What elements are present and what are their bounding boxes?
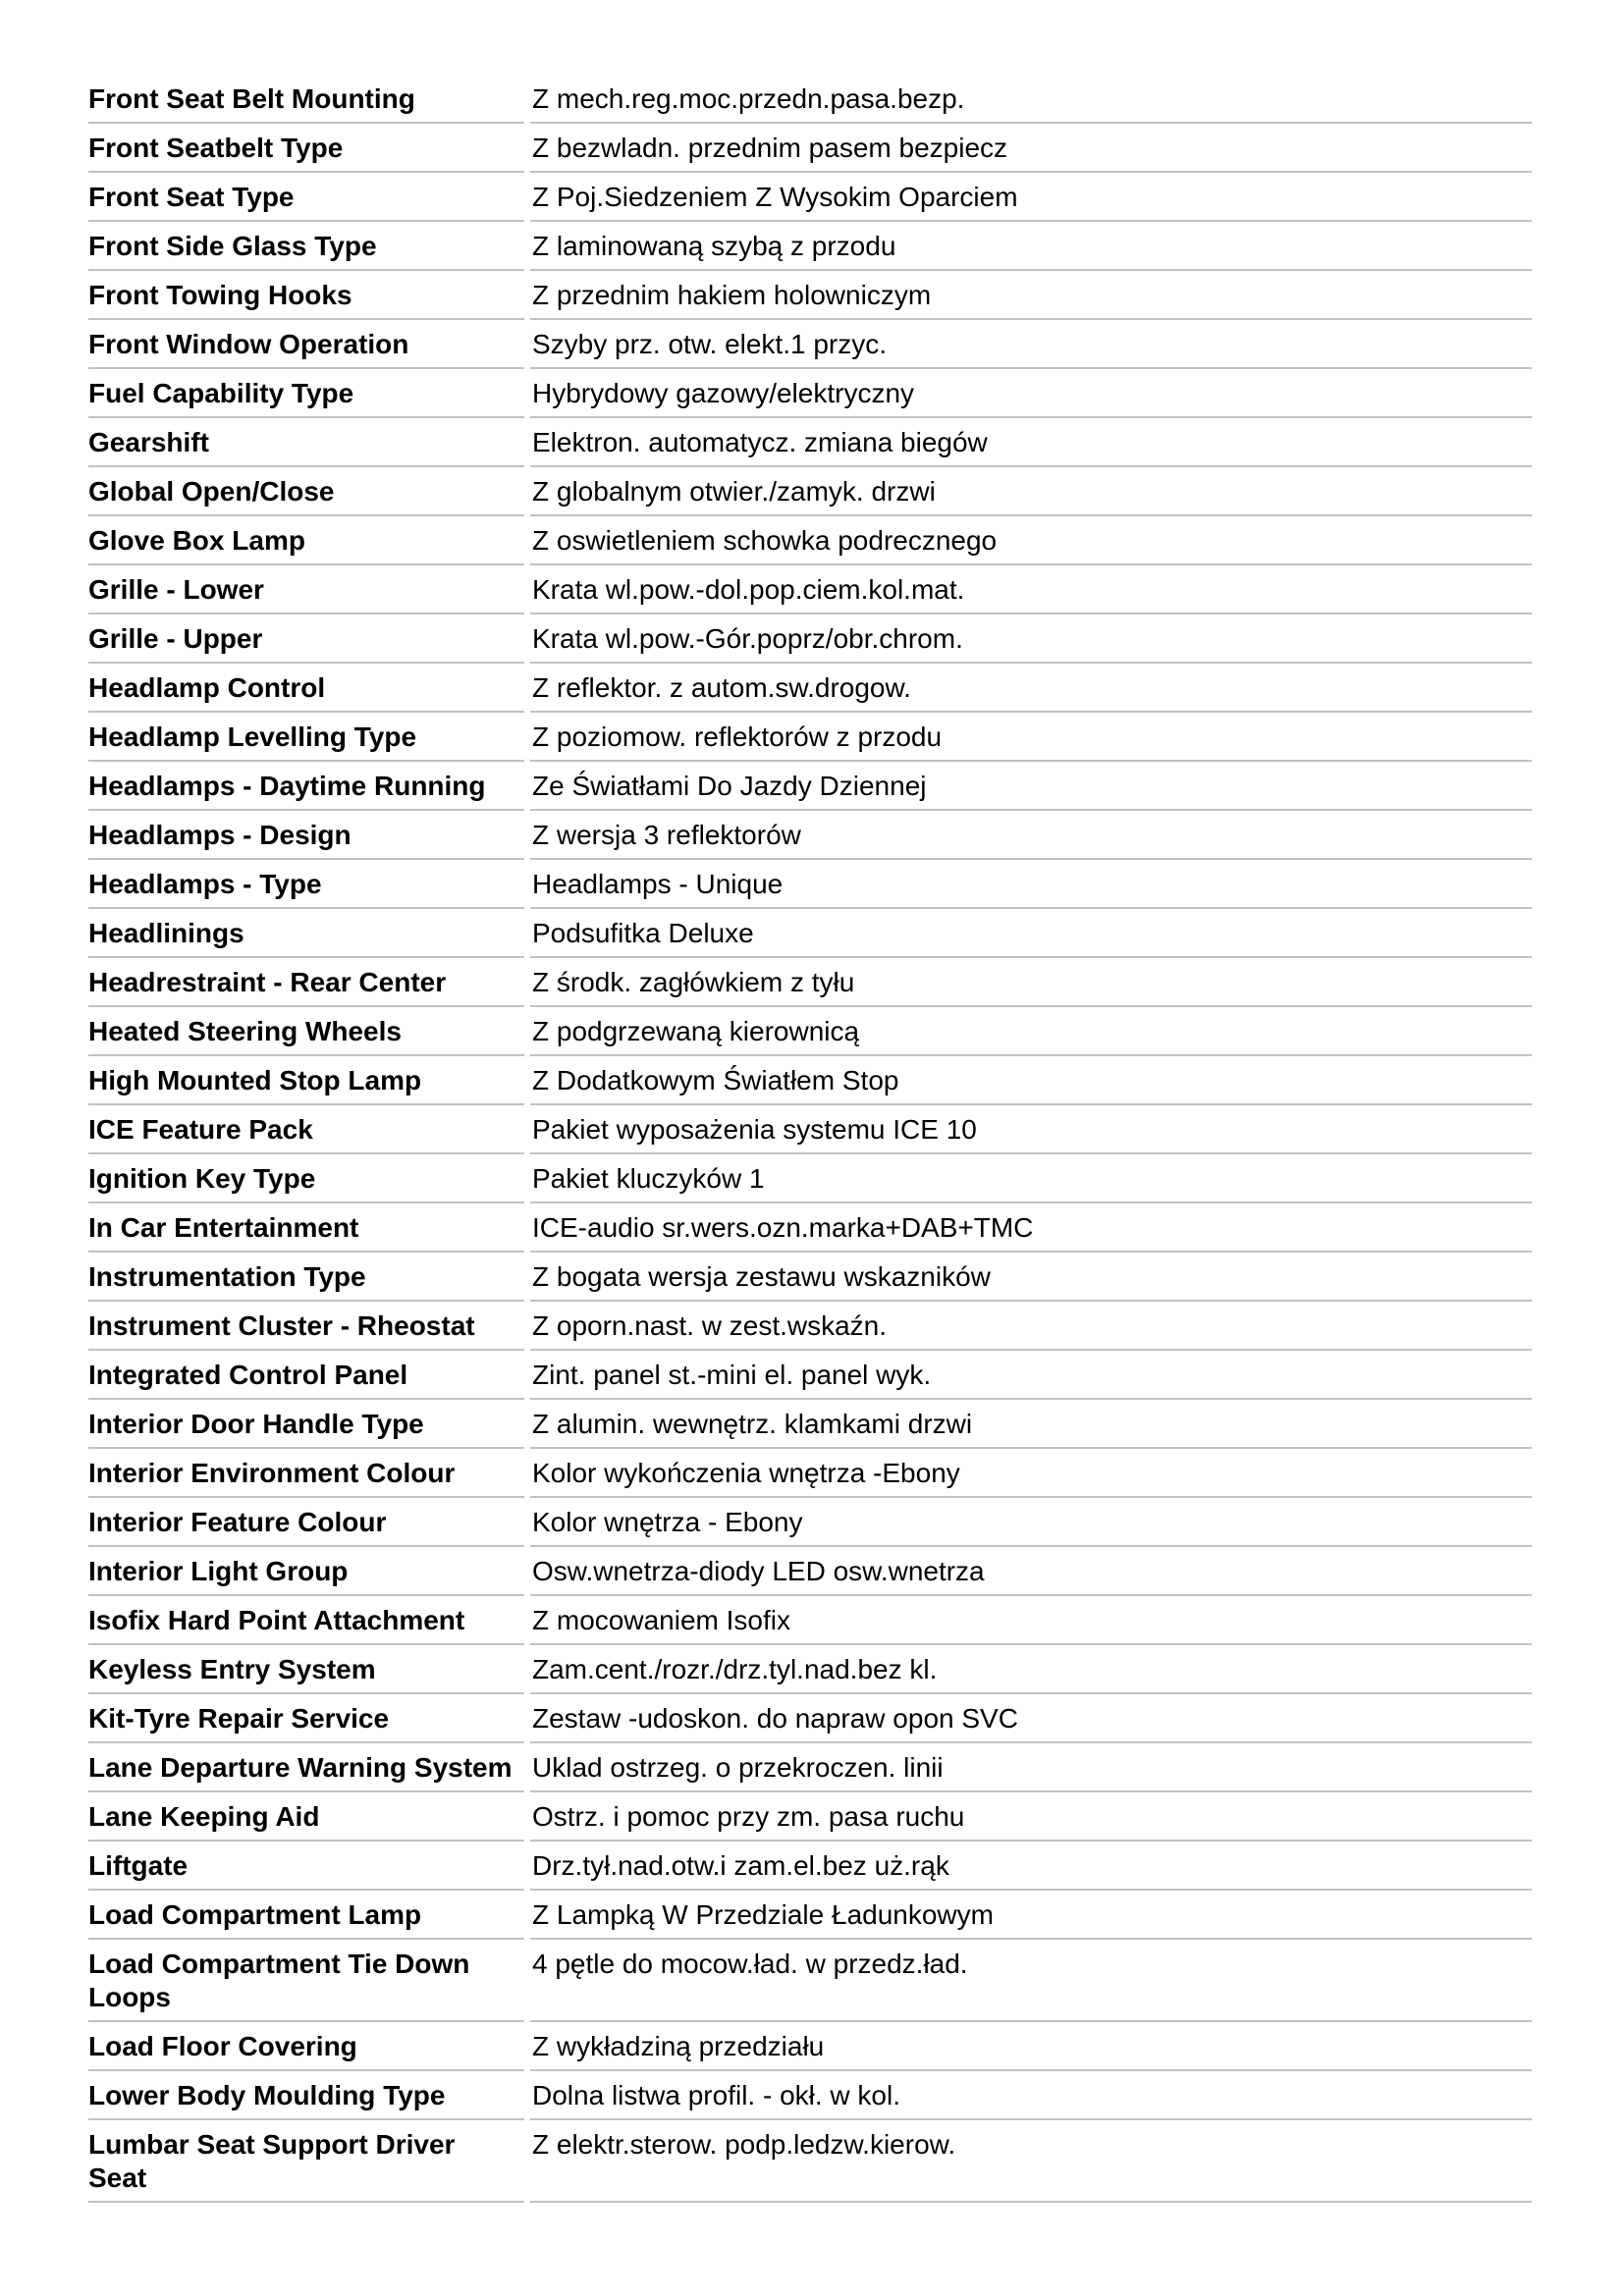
spec-row [88,1547,1532,1596]
spec-value: Z Dodatkowym Światłem Stop [530,1056,1532,1105]
spec-label: Load Floor Covering [88,2022,524,2071]
spec-row [88,1056,1532,1105]
spec-row [88,222,1532,271]
spec-value: Osw.wnetrza-diody LED osw.wnetrza [530,1547,1532,1596]
spec-value: Z wykładziną przedziału [530,2022,1532,2071]
spec-label: Integrated Control Panel [88,1351,524,1400]
spec-value: Z środk. zagłówkiem z tyłu [530,958,1532,1007]
spec-value: Z mocowaniem Isofix [530,1596,1532,1645]
spec-row [88,1842,1532,1891]
spec-value: Hybrydowy gazowy/elektryczny [530,369,1532,418]
spec-label: Headlamps - Type [88,860,524,909]
spec-row [88,1302,1532,1351]
spec-label: Kit-Tyre Repair Service [88,1694,524,1743]
spec-value: Zint. panel st.-mini el. panel wyk. [530,1351,1532,1400]
spec-row [88,811,1532,860]
spec-label: Interior Feature Colour [88,1498,524,1547]
spec-row [88,664,1532,713]
spec-value: Ze Światłami Do Jazdy Dziennej [530,762,1532,811]
spec-label: Headlamp Control [88,664,524,713]
spec-value: Krata wl.pow.-Gór.poprz/obr.chrom. [530,614,1532,664]
spec-label: Instrumentation Type [88,1253,524,1302]
spec-value: Z alumin. wewnętrz. klamkami drzwi [530,1400,1532,1449]
vehicle-spec-table [88,75,1532,2203]
spec-value: Elektron. automatycz. zmiana biegów [530,418,1532,467]
spec-value: Dolna listwa profil. - okł. w kol. [530,2071,1532,2120]
spec-value: Z wersja 3 reflektorów [530,811,1532,860]
spec-label: Instrument Cluster - Rheostat [88,1302,524,1351]
spec-row [88,1105,1532,1154]
spec-value: Krata wl.pow.-dol.pop.ciem.kol.mat. [530,565,1532,614]
spec-row [88,860,1532,909]
spec-row [88,2071,1532,2120]
spec-label: Front Seatbelt Type [88,124,524,173]
spec-row [88,1253,1532,1302]
spec-value: Kolor wykończenia wnętrza -Ebony [530,1449,1532,1498]
spec-value: Ostrz. i pomoc przy zm. pasa ruchu [530,1792,1532,1842]
spec-value: Z oswietleniem schowka podrecznego [530,516,1532,565]
spec-value: Z bezwladn. przednim pasem bezpiecz [530,124,1532,173]
spec-label: Load Compartment Tie Down Loops [88,1940,524,2022]
spec-value: Podsufitka Deluxe [530,909,1532,958]
spec-label: Headlamps - Design [88,811,524,860]
spec-value: Z mech.reg.moc.przedn.pasa.bezp. [530,75,1532,124]
spec-value: Z laminowaną szybą z przodu [530,222,1532,271]
spec-row [88,418,1532,467]
spec-label: Glove Box Lamp [88,516,524,565]
spec-row [88,1891,1532,1940]
spec-value: Z poziomow. reflektorów z przodu [530,713,1532,762]
spec-label: Headlinings [88,909,524,958]
spec-label: Liftgate [88,1842,524,1891]
spec-label: Headlamp Levelling Type [88,713,524,762]
spec-row [88,467,1532,516]
spec-label: Lane Keeping Aid [88,1792,524,1842]
spec-label: Heated Steering Wheels [88,1007,524,1056]
spec-label: Headrestraint - Rear Center [88,958,524,1007]
spec-label: Lumbar Seat Support Driver Seat [88,2120,524,2203]
spec-label: Headlamps - Daytime Running [88,762,524,811]
spec-row [88,958,1532,1007]
spec-label: Interior Door Handle Type [88,1400,524,1449]
spec-label: Fuel Capability Type [88,369,524,418]
spec-label: Grille - Lower [88,565,524,614]
spec-label: Isofix Hard Point Attachment [88,1596,524,1645]
spec-label: Front Side Glass Type [88,222,524,271]
spec-row [88,320,1532,369]
spec-row [88,1694,1532,1743]
spec-label: Interior Environment Colour [88,1449,524,1498]
spec-row [88,271,1532,320]
spec-row [88,1007,1532,1056]
spec-row [88,1498,1532,1547]
spec-value: Pakiet kluczyków 1 [530,1154,1532,1203]
spec-value: Zam.cent./rozr./drz.tyl.nad.bez kl. [530,1645,1532,1694]
spec-row [88,909,1532,958]
spec-value: Z Poj.Siedzeniem Z Wysokim Oparciem [530,173,1532,222]
spec-label: Global Open/Close [88,467,524,516]
spec-value: Drz.tył.nad.otw.i zam.el.bez uż.rąk [530,1842,1532,1891]
spec-label: In Car Entertainment [88,1203,524,1253]
spec-row [88,75,1532,124]
spec-row [88,1449,1532,1498]
spec-value: Pakiet wyposażenia systemu ICE 10 [530,1105,1532,1154]
spec-row [88,1645,1532,1694]
spec-row [88,1596,1532,1645]
spec-row [88,2120,1532,2203]
spec-label: Lane Departure Warning System [88,1743,524,1792]
spec-value: Z bogata wersja zestawu wskazników [530,1253,1532,1302]
spec-label: Load Compartment Lamp [88,1891,524,1940]
spec-row [88,1351,1532,1400]
spec-row [88,565,1532,614]
spec-row [88,1940,1532,2022]
spec-row [88,516,1532,565]
spec-row [88,1154,1532,1203]
spec-value: Z elektr.sterow. podp.ledzw.kierow. [530,2120,1532,2203]
spec-value: Kolor wnętrza - Ebony [530,1498,1532,1547]
spec-value: Headlamps - Unique [530,860,1532,909]
spec-row [88,1743,1532,1792]
spec-label: Front Towing Hooks [88,271,524,320]
spec-row [88,1400,1532,1449]
spec-value: Z podgrzewaną kierownicą [530,1007,1532,1056]
spec-row [88,1792,1532,1842]
spec-label: Lower Body Moulding Type [88,2071,524,2120]
spec-label: Front Window Operation [88,320,524,369]
spec-value: Z przednim hakiem holowniczym [530,271,1532,320]
spec-row [88,173,1532,222]
spec-label: Gearshift [88,418,524,467]
spec-value: 4 pętle do mocow.ład. w przedz.ład. [530,1940,1532,2022]
spec-value: Z globalnym otwier./zamyk. drzwi [530,467,1532,516]
spec-value: Uklad ostrzeg. o przekroczen. linii [530,1743,1532,1792]
spec-value: Szyby prz. otw. elekt.1 przyc. [530,320,1532,369]
spec-label: ICE Feature Pack [88,1105,524,1154]
spec-row [88,713,1532,762]
spec-label: High Mounted Stop Lamp [88,1056,524,1105]
spec-row [88,762,1532,811]
spec-label: Front Seat Belt Mounting [88,75,524,124]
spec-value: ICE-audio sr.wers.ozn.marka+DAB+TMC [530,1203,1532,1253]
spec-value: Z reflektor. z autom.sw.drogow. [530,664,1532,713]
spec-row [88,1203,1532,1253]
spec-row [88,614,1532,664]
spec-label: Keyless Entry System [88,1645,524,1694]
spec-label: Grille - Upper [88,614,524,664]
spec-label: Interior Light Group [88,1547,524,1596]
spec-label: Front Seat Type [88,173,524,222]
spec-value: Z oporn.nast. w zest.wskaźn. [530,1302,1532,1351]
spec-label: Ignition Key Type [88,1154,524,1203]
spec-row [88,124,1532,173]
spec-value: Zestaw -udoskon. do napraw opon SVC [530,1694,1532,1743]
spec-row [88,369,1532,418]
spec-row [88,2022,1532,2071]
spec-value: Z Lampką W Przedziale Ładunkowym [530,1891,1532,1940]
